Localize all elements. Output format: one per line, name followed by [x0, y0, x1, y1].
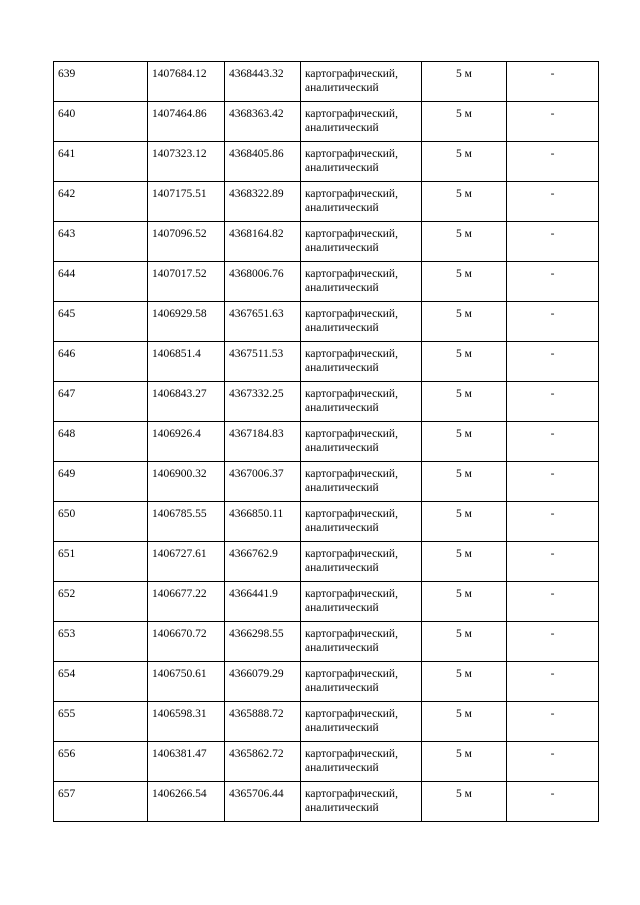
note-cell: - — [507, 382, 599, 422]
method-line: картографический, — [305, 108, 398, 120]
table-row — [54, 182, 599, 222]
accuracy-cell: 5 м — [422, 342, 507, 382]
accuracy-cell: 5 м — [422, 382, 507, 422]
table-row — [54, 302, 599, 342]
point-number-cell: 641 — [54, 142, 148, 182]
point-number-cell: 643 — [54, 222, 148, 262]
note-cell: - — [507, 422, 599, 462]
point-number-cell: 645 — [54, 302, 148, 342]
y-coordinate-cell: 4366850.11 — [225, 502, 301, 542]
method-line: аналитический — [305, 562, 379, 574]
accuracy-cell: 5 м — [422, 182, 507, 222]
note-cell: - — [507, 662, 599, 702]
note-cell: - — [507, 542, 599, 582]
accuracy-cell: 5 м — [422, 422, 507, 462]
point-number-cell: 640 — [54, 102, 148, 142]
note-cell: - — [507, 742, 599, 782]
method-line: картографический, — [305, 708, 398, 720]
table-row — [54, 662, 599, 702]
table-row — [54, 62, 599, 102]
accuracy-cell: 5 м — [422, 582, 507, 622]
method-line: картографический, — [305, 148, 398, 160]
note-cell: - — [507, 462, 599, 502]
y-coordinate-cell: 4367651.63 — [225, 302, 301, 342]
accuracy-cell: 5 м — [422, 222, 507, 262]
method-cell — [301, 142, 422, 182]
method-line: аналитический — [305, 762, 379, 774]
method-cell — [301, 462, 422, 502]
accuracy-cell: 5 м — [422, 622, 507, 662]
x-coordinate-cell: 1407684.12 — [148, 62, 225, 102]
table-row — [54, 542, 599, 582]
accuracy-cell: 5 м — [422, 262, 507, 302]
method-cell — [301, 422, 422, 462]
method-cell — [301, 382, 422, 422]
x-coordinate-cell: 1406727.61 — [148, 542, 225, 582]
note-cell: - — [507, 262, 599, 302]
note-cell: - — [507, 142, 599, 182]
y-coordinate-cell: 4368363.42 — [225, 102, 301, 142]
x-coordinate-cell: 1406266.54 — [148, 782, 225, 822]
method-line: аналитический — [305, 122, 379, 134]
accuracy-cell: 5 м — [422, 102, 507, 142]
method-line: аналитический — [305, 522, 379, 534]
method-line: аналитический — [305, 722, 379, 734]
method-line: картографический, — [305, 268, 398, 280]
point-number-cell: 652 — [54, 582, 148, 622]
x-coordinate-cell: 1406670.72 — [148, 622, 225, 662]
point-number-cell: 650 — [54, 502, 148, 542]
accuracy-cell: 5 м — [422, 662, 507, 702]
accuracy-cell: 5 м — [422, 62, 507, 102]
y-coordinate-cell: 4365862.72 — [225, 742, 301, 782]
table-row — [54, 222, 599, 262]
note-cell: - — [507, 222, 599, 262]
point-number-cell: 644 — [54, 262, 148, 302]
note-cell: - — [507, 502, 599, 542]
accuracy-cell: 5 м — [422, 782, 507, 822]
note-cell: - — [507, 702, 599, 742]
method-line: аналитический — [305, 242, 379, 254]
method-line: картографический, — [305, 308, 398, 320]
x-coordinate-cell: 1407175.51 — [148, 182, 225, 222]
x-coordinate-cell: 1406381.47 — [148, 742, 225, 782]
y-coordinate-cell: 4365706.44 — [225, 782, 301, 822]
point-number-cell: 648 — [54, 422, 148, 462]
table-row — [54, 382, 599, 422]
accuracy-cell: 5 м — [422, 302, 507, 342]
method-cell — [301, 262, 422, 302]
point-number-cell: 651 — [54, 542, 148, 582]
x-coordinate-cell: 1406843.27 — [148, 382, 225, 422]
table-row — [54, 422, 599, 462]
method-line: аналитический — [305, 362, 379, 374]
x-coordinate-cell: 1406900.32 — [148, 462, 225, 502]
method-cell — [301, 62, 422, 102]
method-line: картографический, — [305, 428, 398, 440]
y-coordinate-cell: 4367184.83 — [225, 422, 301, 462]
method-cell — [301, 622, 422, 662]
method-line: аналитический — [305, 482, 379, 494]
accuracy-cell: 5 м — [422, 542, 507, 582]
table-row — [54, 742, 599, 782]
table-row — [54, 502, 599, 542]
method-line: аналитический — [305, 682, 379, 694]
y-coordinate-cell: 4368164.82 — [225, 222, 301, 262]
method-line: аналитический — [305, 402, 379, 414]
y-coordinate-cell: 4368443.32 — [225, 62, 301, 102]
table-row — [54, 142, 599, 182]
x-coordinate-cell: 1406926.4 — [148, 422, 225, 462]
note-cell: - — [507, 622, 599, 662]
y-coordinate-cell: 4367332.25 — [225, 382, 301, 422]
method-line: картографический, — [305, 788, 398, 800]
note-cell: - — [507, 62, 599, 102]
note-cell: - — [507, 582, 599, 622]
x-coordinate-cell: 1407017.52 — [148, 262, 225, 302]
method-line: картографический, — [305, 188, 398, 200]
y-coordinate-cell: 4368322.89 — [225, 182, 301, 222]
table-row — [54, 702, 599, 742]
table-body — [54, 62, 599, 822]
note-cell: - — [507, 302, 599, 342]
method-cell — [301, 582, 422, 622]
method-cell — [301, 742, 422, 782]
table-row — [54, 342, 599, 382]
method-line: картографический, — [305, 68, 398, 80]
table-row — [54, 462, 599, 502]
method-cell — [301, 502, 422, 542]
method-cell — [301, 102, 422, 142]
method-line: аналитический — [305, 442, 379, 454]
x-coordinate-cell: 1406598.31 — [148, 702, 225, 742]
y-coordinate-cell: 4366298.55 — [225, 622, 301, 662]
table-row — [54, 622, 599, 662]
method-cell — [301, 222, 422, 262]
method-line: картографический, — [305, 508, 398, 520]
y-coordinate-cell: 4366079.29 — [225, 662, 301, 702]
method-line: картографический, — [305, 748, 398, 760]
x-coordinate-cell: 1407096.52 — [148, 222, 225, 262]
point-number-cell: 655 — [54, 702, 148, 742]
x-coordinate-cell: 1406929.58 — [148, 302, 225, 342]
method-line: аналитический — [305, 162, 379, 174]
accuracy-cell: 5 м — [422, 742, 507, 782]
accuracy-cell: 5 м — [422, 702, 507, 742]
x-coordinate-cell: 1406785.55 — [148, 502, 225, 542]
method-line: картографический, — [305, 588, 398, 600]
method-line: картографический, — [305, 468, 398, 480]
method-cell — [301, 302, 422, 342]
y-coordinate-cell: 4366762.9 — [225, 542, 301, 582]
x-coordinate-cell: 1406677.22 — [148, 582, 225, 622]
point-number-cell: 647 — [54, 382, 148, 422]
note-cell: - — [507, 342, 599, 382]
point-number-cell: 639 — [54, 62, 148, 102]
method-line: аналитический — [305, 202, 379, 214]
point-number-cell: 653 — [54, 622, 148, 662]
method-line: картографический, — [305, 228, 398, 240]
method-cell — [301, 662, 422, 702]
method-cell — [301, 542, 422, 582]
method-cell — [301, 182, 422, 222]
method-line: картографический, — [305, 388, 398, 400]
point-number-cell: 656 — [54, 742, 148, 782]
method-cell — [301, 782, 422, 822]
method-line: аналитический — [305, 602, 379, 614]
y-coordinate-cell: 4365888.72 — [225, 702, 301, 742]
note-cell: - — [507, 782, 599, 822]
table-row — [54, 102, 599, 142]
method-line: аналитический — [305, 642, 379, 654]
coordinates-table — [53, 61, 599, 822]
y-coordinate-cell: 4368006.76 — [225, 262, 301, 302]
method-line: картографический, — [305, 348, 398, 360]
accuracy-cell: 5 м — [422, 502, 507, 542]
method-cell — [301, 342, 422, 382]
method-line: аналитический — [305, 282, 379, 294]
y-coordinate-cell: 4368405.86 — [225, 142, 301, 182]
point-number-cell: 642 — [54, 182, 148, 222]
method-line: картографический, — [305, 628, 398, 640]
x-coordinate-cell: 1406750.61 — [148, 662, 225, 702]
y-coordinate-cell: 4367006.37 — [225, 462, 301, 502]
x-coordinate-cell: 1407464.86 — [148, 102, 225, 142]
method-line: картографический, — [305, 548, 398, 560]
method-line: аналитический — [305, 802, 379, 814]
accuracy-cell: 5 м — [422, 142, 507, 182]
point-number-cell: 654 — [54, 662, 148, 702]
point-number-cell: 657 — [54, 782, 148, 822]
table-row — [54, 782, 599, 822]
point-number-cell: 646 — [54, 342, 148, 382]
x-coordinate-cell: 1406851.4 — [148, 342, 225, 382]
method-line: аналитический — [305, 322, 379, 334]
y-coordinate-cell: 4366441.9 — [225, 582, 301, 622]
y-coordinate-cell: 4367511.53 — [225, 342, 301, 382]
note-cell: - — [507, 182, 599, 222]
note-cell: - — [507, 102, 599, 142]
point-number-cell: 649 — [54, 462, 148, 502]
method-line: картографический, — [305, 668, 398, 680]
table-row — [54, 262, 599, 302]
method-line: аналитический — [305, 82, 379, 94]
accuracy-cell: 5 м — [422, 462, 507, 502]
method-cell — [301, 702, 422, 742]
x-coordinate-cell: 1407323.12 — [148, 142, 225, 182]
table-row — [54, 582, 599, 622]
